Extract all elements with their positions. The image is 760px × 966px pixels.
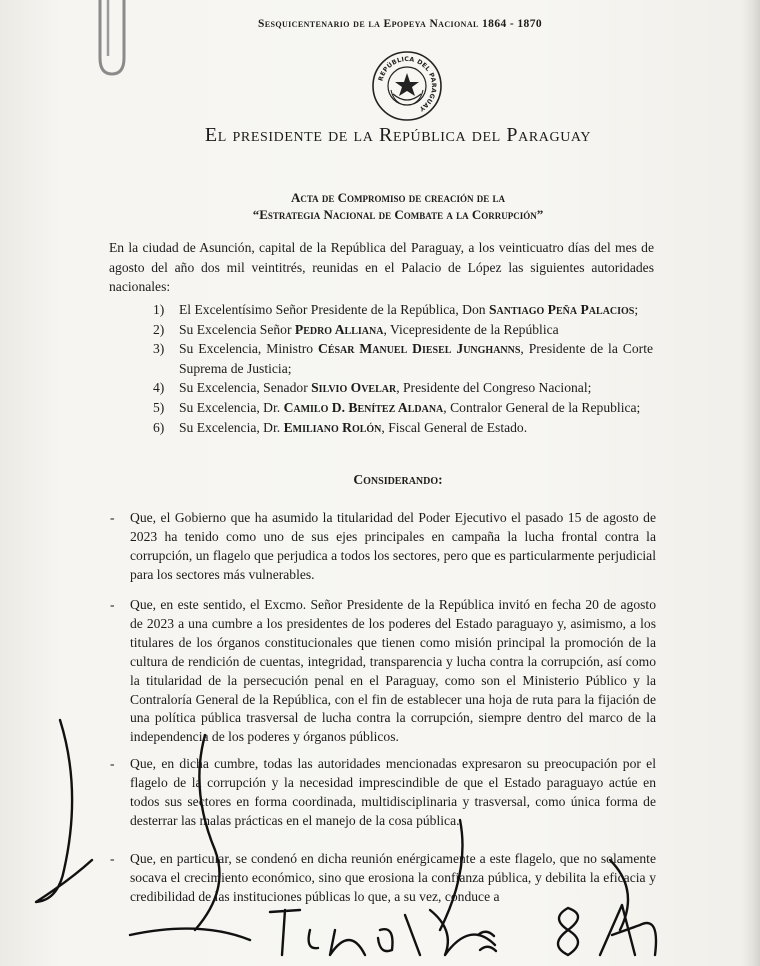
intro-paragraph: En la ciudad de Asunción, capital de la República del Paraguay, a los veinticuatro días del mes de agosto del año dos mil veintitrés, reunidas en el Palacio de López las siguientes autoridades nacionales: [109,240,654,294]
act-title [0,189,760,223]
signature-stroke [130,929,250,940]
act-title-line-1: Acta de Compromiso de creación de la [290,190,506,205]
authority-suffix: , Contralor General de la Republica; [443,399,641,415]
bullet-dash: - [110,851,115,866]
item-number: 2) [153,321,165,337]
page-title: El presidente de la República del Paraguay [204,124,592,146]
authority-item [153,339,653,378]
signature-stroke [405,910,495,955]
authority-suffix: , Presidente del Congreso Nacional; [396,380,592,396]
authority-item [153,378,653,398]
authority-name: Emiliano Rolón [283,419,382,435]
item-number: 4) [153,380,165,396]
authority-name: Pedro Alliana [294,321,384,337]
signature-stroke [558,908,578,955]
authority-name: Santiago Peña Palacios [488,302,635,317]
authority-suffix: , Vicepresidente de la República [383,321,559,337]
authorities-list [153,300,653,437]
margin-initial-mark [36,720,92,902]
considerando-paragraph [110,509,656,585]
considerando-paragraph [110,850,656,907]
authority-prefix: El Excelentísimo Señor Presidente de la República, Don [179,302,489,317]
paragraph-text: Que, en dicha cumbre, todas las autoridades mencionadas expresaron su preocupación por el flagelo de la corrupción y la necesidad imprescindible de que el Estado paraguayo actúe en todos sus sectores en forma coordinada, multidisciplinaria y trasversal, como única forma de desterrar las malas prácticas en el manejo de la cosa pública. [130,756,656,828]
paragraph-text: Que, en este sentido, el Excmo. Señor Presidente de la República invitó en fecha 20 de agosto de 2023 a una cumbre a los presidentes de los poderes del Estado paraguayo y, asimismo, a los titulares de los órganos constitucionales que tienen como misión principal la promoción de la cultura de rendición de cuentas, integridad, transparencia y lucha contra la corrupción, así como la titularidad de la persecución penal en el Paraguay, como son el Ministerio Público y la Contraloría General de la República, con el fin de establecer una hoja de ruta para la fijación de una política pública trasversal de lucha contra la corrupción, siempre dentro del marco de la independencia de los poderes y órganos públicos. [130,597,656,745]
item-number: 3) [153,341,165,357]
considerando-paragraph [110,596,656,747]
authority-prefix: Su Excelencia Señor [179,321,295,337]
authority-suffix: , Presidente de la Corte Suprema de Justicia; [179,341,653,376]
authority-suffix: ; [634,302,639,317]
signature-stroke [478,932,496,951]
signature-stroke [270,910,393,955]
considerando-heading: Considerando: [353,472,443,487]
bullet-dash: - [110,597,115,612]
authority-item [153,300,653,320]
authority-suffix: , Fiscal General de Estado. [381,419,528,435]
paragraph-text: Que, el Gobierno que ha asumido la titularidad del Poder Ejecutivo el pasado 15 de agosto de 2023 ha tenido como uno de sus ejes principales en campaña la lucha frontal contra la corrupción, un flagelo que perjudica a todos los sectores, pero que es particularmente perjudicial para los sectores más vulnerables. [130,510,656,582]
act-title-line-2: “Estrategia Nacional de Combate a la Corrupción” [252,207,544,222]
authority-name: Silvio Ovelar [311,380,397,396]
bullet-dash: - [110,510,115,525]
authority-prefix: Su Excelencia, Dr. [179,419,284,435]
considerando-paragraph [110,755,656,831]
item-number: 5) [153,399,165,415]
anniversary-header: Sesquicentenario de la Epopeya Nacional 1864 - 1870 [257,18,542,30]
national-seal-icon [371,50,443,122]
item-number: 1) [153,302,165,317]
signature-stroke [600,905,656,955]
paragraph-text: Que, en particular, se condenó en dicha reunión enérgicamente a este flagelo, que no solamente socava el crecimiento económico, sino que erosiona la confianza pública, y debilita la eficacia y credibilidad de las instituciones públicas lo que, a su vez, conduce a [130,851,656,904]
svg-text:REPÚBLICA DEL PARAGUAY: REPÚBLICA DEL PARAGUAY [377,55,438,113]
authority-prefix: Su Excelencia, Dr. [179,399,284,415]
bullet-dash: - [110,756,115,771]
authority-prefix: Su Excelencia, Senador [179,380,312,396]
authority-name: César Manuel Diesel Junghanns [318,341,521,357]
item-number: 6) [153,419,165,435]
authority-name: Camilo D. Benítez Aldana [283,399,444,415]
authority-item [153,418,653,438]
authority-item [153,398,653,418]
authority-prefix: Su Excelencia, Ministro [179,341,318,357]
paper-clip-icon [70,0,140,80]
authority-item [153,320,653,340]
